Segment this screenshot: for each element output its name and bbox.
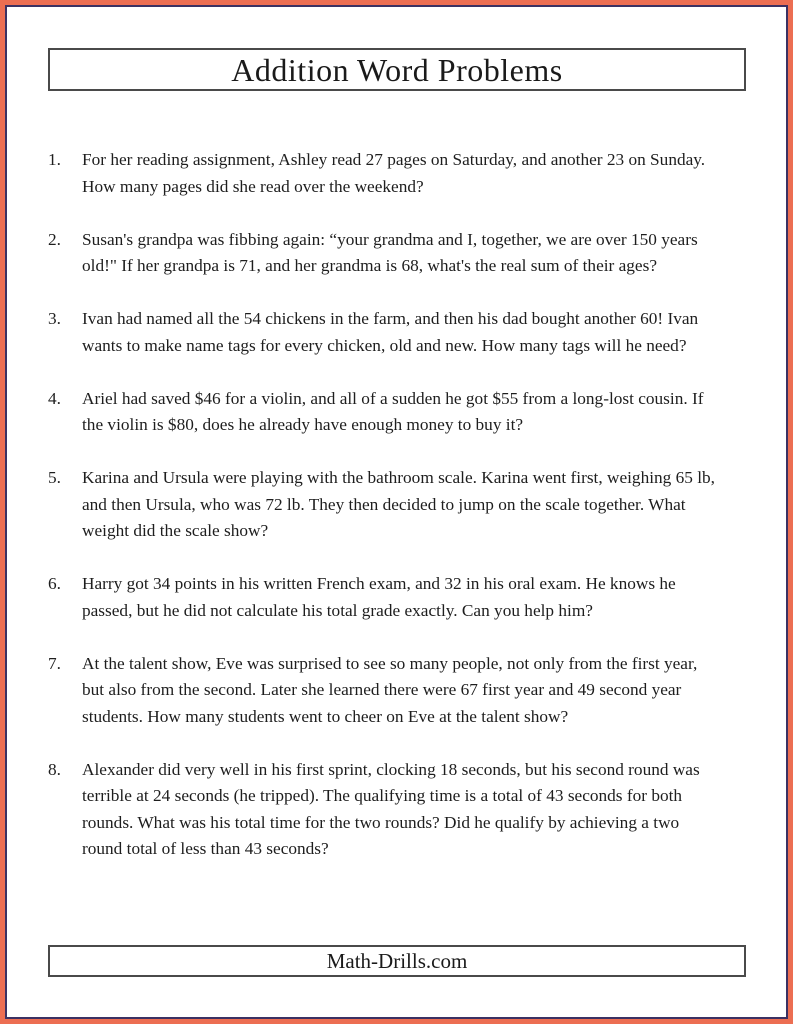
problem-number: 6. [48,574,61,593]
problem-number: 7. [48,653,61,673]
problem-item-8 [48,757,716,863]
worksheet-title-box [48,48,746,91]
problem-number: 8. [48,759,61,779]
problem-number: 1. [48,150,61,169]
problem-list [48,147,746,863]
problem-text: Alexander did very well in his first sprint, clocking 18 seconds, but his second round was terrible at 24 seconds (he tripped). The qualifying time is a total of 43 seconds for both rounds. What was his total time for the two rounds? Did he qualify by achieving a two round total of less than 43 seconds? [82,759,700,858]
problem-number: 2. [48,229,61,249]
footer-site-label: Math-Drills.com [326,948,468,973]
problem-text: Harry got 34 points in his written French exam, and 32 in his oral exam. He knows he passed, but he did not calculate his total grade exactly. Can you help him? [82,574,676,620]
problem-text: At the talent show, Eve was surprised to see so many people, not only from the first year, but also from the second. Later she learned there were 67 first year and 49 second year students. How many students went to cheer on Eve at the talent show? [82,653,698,726]
problem-number: 4. [48,388,61,408]
problem-item-7 [48,651,716,731]
problem-text: Karina and Ursula were playing with the bathroom scale. Karina went first, weighing 65 lb, and then Ursula, who was 72 lb. They then decided to jump on the scale together. What weight did the scale show? [82,468,715,540]
footer-box [48,945,746,977]
problem-item-3 [48,306,716,359]
problem-item-1 [48,147,716,200]
problem-text: Ariel had saved $46 for a violin, and all of a sudden he got $55 from a long-lost cousin. If the violin is $80, does he already have enough money to buy it? [82,388,704,434]
problem-text: Susan's grandpa was fibbing again: “your grandma and I, together, we are over 150 years old!" If her grandpa is 71, and her grandma is 68, what's the real sum of their ages? [82,229,698,275]
problem-number: 3. [48,309,61,328]
problem-item-4 [48,386,716,439]
problem-text: For her reading assignment, Ashley read 27 pages on Saturday, and another 23 on Sunday. How many pages did she read over the weekend? [82,150,706,196]
worksheet-content-area [5,5,788,1019]
problem-number: 5. [48,468,61,487]
page-title: Addition Word Problems [231,51,563,88]
problem-text: Ivan had named all the 54 chickens in the farm, and then his dad bought another 60! Ivan wants to make name tags for every chicken, old and new. How many tags will he need? [82,309,699,355]
problem-item-5 [48,465,716,545]
problem-item-6 [48,571,716,624]
problem-item-2 [48,227,716,280]
